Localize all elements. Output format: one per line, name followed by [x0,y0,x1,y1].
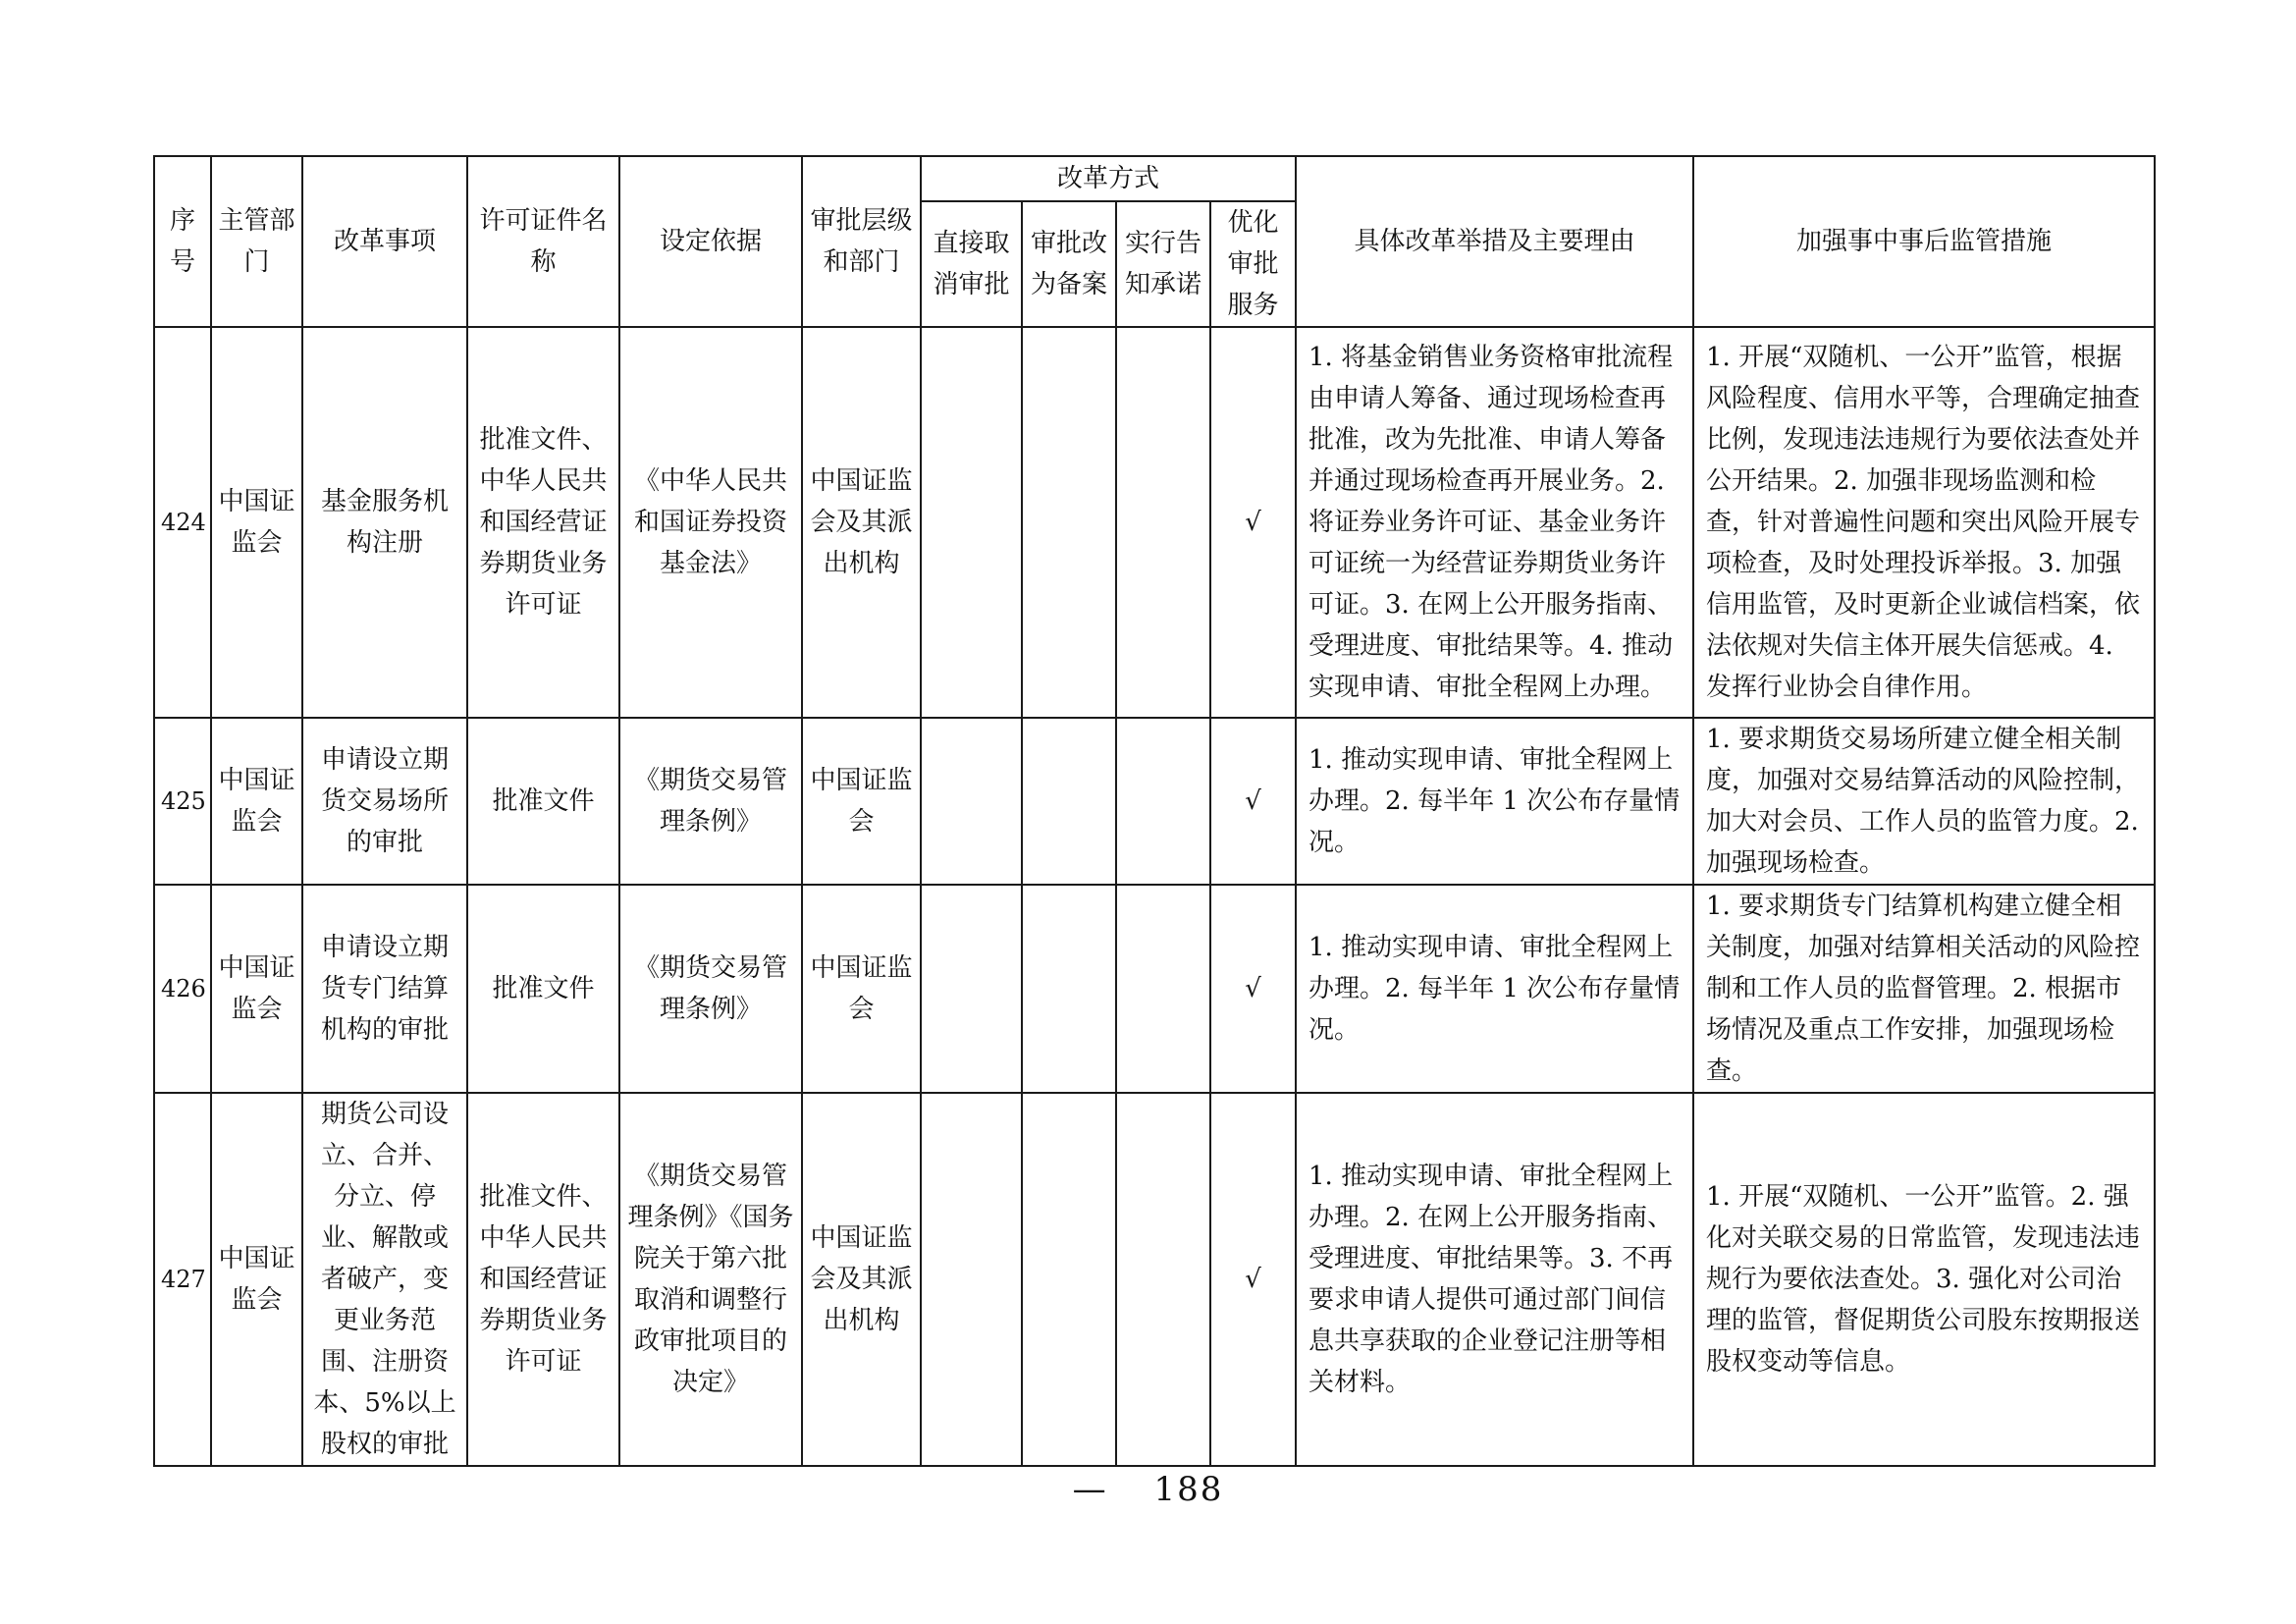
row-promise [1116,885,1210,1093]
header-basis: 设定依据 [619,156,802,327]
row-supervision: 1. 开展“双随机、一公开”监管，根据风险程度、信用水平等，合理确定抽查比例，发现违法违规行为要依法查处并公开结果。2. 加强非现场监测和检查，针对普遍性问题和突出风险开展专项检查，及时处理投诉举报。3. 加强信用监管，及时更新企业诚信档案，依法依规对失信主体开展失信惩戒。4. 发挥行业协会自律作用。 [1693,327,2155,718]
row-item: 申请设立期货专门结算机构的审批 [302,885,467,1093]
table-row [154,885,2155,1093]
row-promise [1116,718,1210,885]
row-promise [1116,1093,1210,1466]
page-number [0,1470,2296,1509]
header-reform-mode: 改革方式 [921,156,1296,201]
row-cancel [921,1093,1022,1466]
row-basis: 《期货交易管理条例》《国务院关于第六批取消和调整行政审批项目的决定》 [619,1093,802,1466]
row-filing [1022,1093,1116,1466]
header-mode-filing: 审批改为备案 [1022,201,1116,327]
row-item: 基金服务机构注册 [302,327,467,718]
table-row [154,718,2155,885]
row-seq: 427 [154,1093,211,1466]
header-dept: 主管部门 [211,156,302,327]
row-supervision: 1. 开展“双随机、一公开”监管。2. 强化对关联交易的日常监管，发现违法违规行为要依法查处。3. 强化对公司治理的监管，督促期货公司股东按期报送股权变动等信息。 [1693,1093,2155,1466]
row-level: 中国证监会 [802,718,921,885]
row-cancel [921,718,1022,885]
row-cancel [921,885,1022,1093]
row-license: 批准文件、中华人民共和国经营证券期货业务许可证 [467,1093,619,1466]
page-number-value: 188 [1153,1470,1224,1509]
row-dept: 中国证监会 [211,885,302,1093]
row-seq: 425 [154,718,211,885]
row-measures: 1. 推动实现申请、审批全程网上办理。2. 每半年 1 次公布存量情况。 [1296,718,1693,885]
approval-reform-table [153,155,2156,1467]
row-dept: 中国证监会 [211,1093,302,1466]
row-basis: 《期货交易管理条例》 [619,885,802,1093]
row-seq: 424 [154,327,211,718]
table-row [154,1093,2155,1466]
row-dept: 中国证监会 [211,327,302,718]
row-item: 申请设立期货交易场所的审批 [302,718,467,885]
header-level: 审批层级和部门 [802,156,921,327]
row-optimize-check: √ [1210,718,1296,885]
row-filing [1022,718,1116,885]
row-measures: 1. 将基金销售业务资格审批流程由申请人筹备、通过现场检查再批准，改为先批准、申请人筹备并通过现场检查再开展业务。2. 将证券业务许可证、基金业务许可证统一为经营证券期货业务许可证。3. 在网上公开服务指南、受理进度、审批结果等。4. 推动实现申请、审批全程网上办理。 [1296,327,1693,718]
row-promise [1116,327,1210,718]
row-optimize-check: √ [1210,1093,1296,1466]
header-seq: 序号 [154,156,211,327]
row-measures: 1. 推动实现申请、审批全程网上办理。2. 每半年 1 次公布存量情况。 [1296,885,1693,1093]
header-mode-promise: 实行告知承诺 [1116,201,1210,327]
row-basis: 《期货交易管理条例》 [619,718,802,885]
row-level: 中国证监会及其派出机构 [802,327,921,718]
row-level: 中国证监会 [802,885,921,1093]
header-supervision: 加强事中事后监管措施 [1693,156,2155,327]
row-license: 批准文件 [467,885,619,1093]
row-dept: 中国证监会 [211,718,302,885]
row-basis: 《中华人民共和国证券投资基金法》 [619,327,802,718]
row-item: 期货公司设立、合并、分立、停业、解散或者破产，变更业务范围、注册资本、5%以上股权的审批 [302,1093,467,1466]
header-item: 改革事项 [302,156,467,327]
row-optimize-check: √ [1210,327,1296,718]
header-measures: 具体改革举措及主要理由 [1296,156,1693,327]
row-optimize-check: √ [1210,885,1296,1093]
row-license: 批准文件、中华人民共和国经营证券期货业务许可证 [467,327,619,718]
row-filing [1022,327,1116,718]
row-cancel [921,327,1022,718]
row-level: 中国证监会及其派出机构 [802,1093,921,1466]
row-supervision: 1. 要求期货交易场所建立健全相关制度，加强对交易结算活动的风险控制，加大对会员、工作人员的监管力度。2. 加强现场检查。 [1693,718,2155,885]
table-row [154,327,2155,718]
header-license: 许可证件名称 [467,156,619,327]
page-number-dash: — [1072,1470,1108,1509]
row-filing [1022,885,1116,1093]
row-supervision: 1. 要求期货专门结算机构建立健全相关制度，加强对结算相关活动的风险控制和工作人员的监督管理。2. 根据市场情况及重点工作安排，加强现场检查。 [1693,885,2155,1093]
row-seq: 426 [154,885,211,1093]
row-license: 批准文件 [467,718,619,885]
header-mode-cancel: 直接取消审批 [921,201,1022,327]
row-measures: 1. 推动实现申请、审批全程网上办理。2. 在网上公开服务指南、受理进度、审批结果等。3. 不再要求申请人提供可通过部门间信息共享获取的企业登记注册等相关材料。 [1296,1093,1693,1466]
header-mode-optimize: 优化审批服务 [1210,201,1296,327]
